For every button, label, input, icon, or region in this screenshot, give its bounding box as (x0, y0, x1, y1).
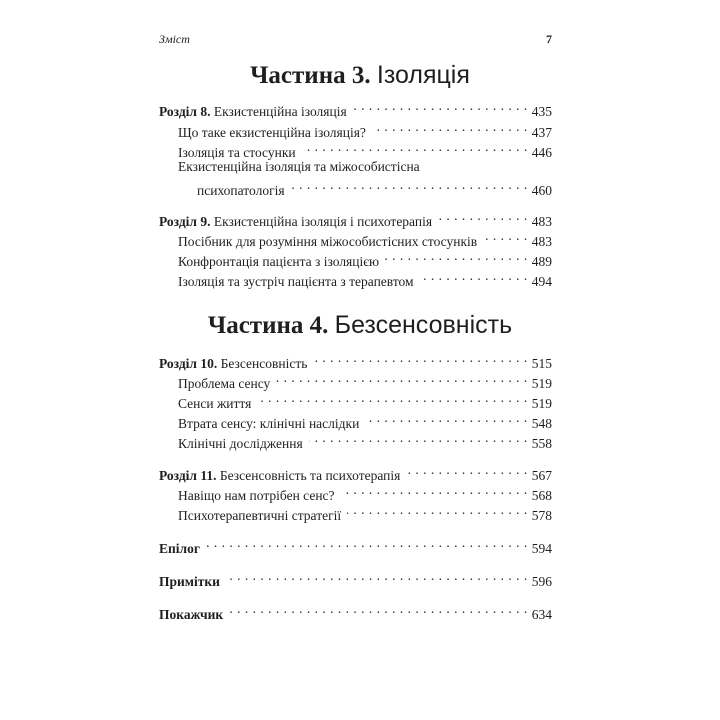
dot-leader (372, 117, 528, 137)
chapter-9-page: 483 (531, 214, 552, 229)
toc-chapter-10[interactable] (159, 348, 552, 371)
section-title: Навіщо нам потрібен сенс? (178, 488, 335, 503)
toc-chapter-11[interactable] (159, 460, 552, 483)
section-title: Що таке екзистенційна ізоляція? (178, 125, 366, 140)
part-4-name: Безсенсовність (334, 311, 513, 339)
toc-section[interactable] (178, 226, 552, 249)
notes-entry (159, 572, 220, 592)
toc-section[interactable] (178, 137, 552, 160)
section-title: Посібник для розуміння міжособистісних стосунків (178, 234, 478, 249)
chapter-9-title: Екзистенційна ізоляція і психотерапія (213, 214, 433, 229)
chapter-10-label: Розділ 10. (159, 356, 218, 371)
section-page: 558 (531, 436, 552, 451)
index-page: 634 (531, 607, 552, 622)
section-title: Ізоляція та стосунки (178, 145, 296, 160)
toc-index[interactable] (159, 599, 552, 622)
dot-leader (206, 533, 528, 553)
toc-section[interactable] (178, 500, 552, 523)
chapter-8-page: 435 (531, 104, 552, 119)
dot-leader (406, 460, 527, 480)
running-head-page-number: 7 (546, 32, 552, 46)
section-title: Сенси життя (178, 396, 252, 411)
chapter-11-page: 567 (531, 468, 552, 483)
epilogue-page: 594 (531, 541, 552, 556)
toc-section[interactable] (178, 480, 552, 503)
chapter-10-page: 515 (531, 356, 552, 371)
section-page: 460 (531, 183, 552, 198)
section-title: Втрата сенсу: клінічні наслідки (178, 416, 360, 431)
dot-leader (385, 246, 528, 266)
toc-section[interactable] (178, 266, 552, 289)
dot-leader (226, 566, 528, 586)
dot-leader (229, 599, 528, 619)
dot-leader (309, 428, 528, 448)
section-page: 548 (531, 416, 552, 431)
part-3-label: Частина 3. (250, 62, 371, 89)
toc-section[interactable] (178, 246, 552, 269)
dot-leader (420, 266, 528, 286)
dot-leader (365, 408, 527, 428)
index-title: Покажчик (159, 607, 224, 622)
toc-epilogue[interactable] (159, 533, 552, 556)
chapter-8-title: Екзистенційна ізоляція (213, 104, 347, 119)
dot-leader (347, 500, 528, 520)
toc-section[interactable] (178, 408, 552, 431)
part-4-label: Частина 4. (207, 312, 329, 339)
chapter-10-title: Безсенсовність (220, 356, 308, 371)
section-page: 489 (531, 254, 552, 269)
epilogue-entry (159, 539, 200, 559)
section-page: 494 (531, 274, 552, 289)
toc-section[interactable] (178, 368, 552, 391)
dot-leader (257, 388, 527, 408)
section-title: Ізоляція та зустріч пацієнта з терапевтом (178, 274, 414, 289)
toc-notes[interactable] (159, 566, 552, 589)
notes-page: 596 (531, 574, 552, 589)
dot-leader (438, 206, 528, 226)
toc-section[interactable] (178, 428, 552, 451)
index-entry (159, 605, 223, 625)
chapter-8-label: Розділ 8. (159, 104, 211, 119)
section-page: 437 (531, 125, 552, 140)
toc-section[interactable] (178, 117, 552, 140)
dot-leader (276, 368, 527, 388)
section-page: 568 (531, 488, 552, 503)
section-title: Психотерапевтичні стратегії (178, 508, 342, 523)
dot-leader (483, 226, 528, 246)
epilogue-title: Епілог (159, 541, 200, 556)
dot-leader (302, 137, 528, 157)
section-title: Конфронтація пацієнта з ізоляцією (178, 254, 380, 269)
dot-leader (291, 175, 528, 195)
section-page: 446 (531, 145, 552, 160)
notes-title: Примітки (159, 574, 220, 589)
toc-section[interactable] (178, 388, 552, 411)
chapter-11-label: Розділ 11. (159, 468, 217, 483)
chapter-11-title: Безсенсовність та психотерапія (219, 468, 401, 483)
running-head-title: Зміст (159, 32, 190, 46)
section-title-line-1[interactable]: Екзистенційна ізоляція та міжособистісна (178, 159, 420, 174)
section-page: 519 (531, 396, 552, 411)
toc-section[interactable] (197, 175, 552, 198)
dot-leader (313, 348, 527, 368)
section-page: 483 (531, 234, 552, 249)
toc-chapter-9[interactable] (159, 206, 552, 229)
section-page: 578 (531, 508, 552, 523)
chapter-9-label: Розділ 9. (159, 214, 211, 229)
part-3-title (0, 60, 720, 91)
section-title: Клінічні дослідження (178, 436, 303, 451)
toc-chapter-8[interactable] (159, 96, 552, 119)
section-title: Проблема сенсу (178, 376, 271, 391)
part-4-title (0, 310, 720, 341)
section-title-line-2: психопатологія (197, 183, 285, 198)
section-page: 519 (531, 376, 552, 391)
part-3-name: Ізоляція (376, 61, 470, 89)
dot-leader (353, 96, 528, 116)
dot-leader (341, 480, 528, 500)
